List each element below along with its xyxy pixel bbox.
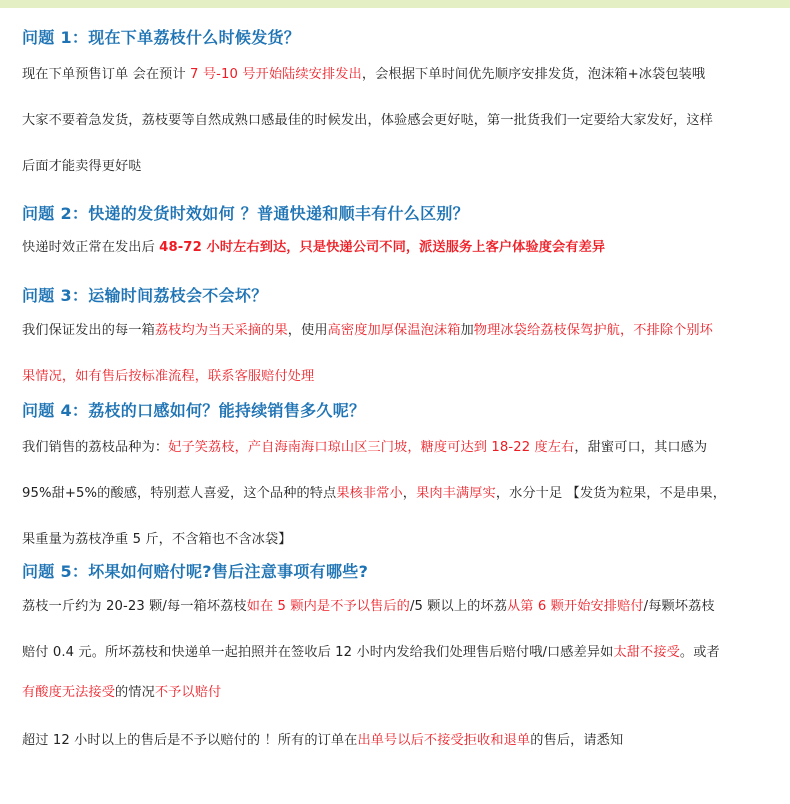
q3-highlight-fresh: 荔枝均为当天采摘的果 xyxy=(154,323,288,338)
q1-answer-line-1 xyxy=(22,52,778,98)
top-band xyxy=(0,0,790,8)
q4-text: 我们销售的荔枝品种为： xyxy=(22,440,169,455)
q5-text: 。或者 xyxy=(679,645,720,660)
q5-highlight-too-sweet: 太甜不接受 xyxy=(613,645,680,660)
q3-answer-line-1 xyxy=(22,308,778,354)
q5-text: /每颗坏荔枝 xyxy=(643,599,715,614)
q4-text: ，甜蜜可口，其口感为 xyxy=(574,440,708,455)
q1-text: ，会根据下单时间优先顺序安排发货，泡沫箱+冰袋包装哦 xyxy=(361,67,706,82)
q2-highlight-delivery: 48-72 小时左右到达，只是快递公司不同，派送服务上客户体验度会有差异 xyxy=(159,240,606,255)
q2-text: 快递时效正常在发出后 xyxy=(22,240,160,255)
q3-answer-line-2: 果情况，如有售后按标准流程，联系客服赔付处理 xyxy=(22,369,315,384)
q5-text: 的情况 xyxy=(115,685,155,700)
q2-answer-line-1 xyxy=(22,225,778,271)
question-1-title: 问题 1：现在下单荔枝什么时候发货？ xyxy=(22,28,301,47)
q5-highlight-sourness: 有酸度无法接受 xyxy=(22,685,116,700)
q4-answer-line-3: 果重量为荔枝净重 5 斤，不含箱也不含冰袋】 xyxy=(22,532,292,547)
q3-highlight-ice: 物理冰袋给荔枝保驾护航，不排除个别坏 xyxy=(473,323,713,338)
q1-text: 现在下单预售订单 会在预计 xyxy=(22,67,186,82)
q4-text: ，水分十足 【发货为粒果，不是串果， xyxy=(495,486,726,501)
q5-text: /5 颗以上的坏荔 xyxy=(409,599,507,614)
question-3-title: 问题 3：运输时间荔枝会不会坏？ xyxy=(22,286,268,305)
faq-document xyxy=(0,27,790,764)
q5-answer-line-2 xyxy=(22,630,778,676)
q4-text: ， xyxy=(402,486,417,501)
question-4-title: 问题 4：荔枝的口感如何？能持续销售多久呢？ xyxy=(22,401,366,420)
q1-answer-line-2: 大家不要着急发货，荔枝要等自然成熟口感最佳的时候发出，体验感会更好哒，第一批货我们一定要给大家发好，这样 xyxy=(22,113,713,128)
q5-highlight-no-reject: 出单号以后不接受拒收和退单 xyxy=(357,733,531,748)
q3-text: ，使用 xyxy=(287,323,328,338)
q5-highlight-no-compensation: 不予以赔付 xyxy=(154,685,222,700)
q1-answer-line-3: 后面才能卖得更好哒 xyxy=(22,159,142,174)
question-5-title: 问题 5：坏果如何赔付呢?售后注意事项有哪些? xyxy=(22,562,369,581)
q4-highlight-variety: 妃子笑荔枝，产自海南海口琼山区三门坡，糖度可达到 18-22 度左右 xyxy=(168,440,575,455)
q4-text: 95%甜+5%的酸感，特别惹人喜爱，这个品种的特点 xyxy=(22,486,337,501)
q5-text: 赔付 0.4 元。所坏荔枝和快递单一起拍照并在签收后 12 小时内发给我们处理售后赔付哦/口感差异如 xyxy=(22,645,614,660)
q5-text: 荔枝一斤约为 20-23 颗/每一箱坏荔枝 xyxy=(22,599,247,614)
q5-answer-line-1 xyxy=(22,584,778,630)
q5-answer-line-3 xyxy=(22,676,778,710)
q5-highlight-compensation: 从第 6 颗开始安排赔付 xyxy=(507,599,644,614)
q3-text: 加 xyxy=(460,323,474,338)
q4-highlight-seed: 果核非常小 xyxy=(336,486,403,501)
q4-answer-line-1 xyxy=(22,425,778,471)
q4-answer-line-2 xyxy=(22,471,778,517)
q5-answer-line-4 xyxy=(22,718,778,764)
q1-highlight-date: 7 号-10 号开始陆续安排发出 xyxy=(185,67,362,82)
q5-text: 的售后，请悉知 xyxy=(530,733,624,748)
q5-highlight-no-aftersale: 如在 5 颗内是不予以售后的 xyxy=(246,599,410,614)
question-2-title: 问题 2：快递的发货时效如何 ？普通快递和顺丰有什么区别？ xyxy=(22,204,469,223)
q3-text: 我们保证发出的每一箱 xyxy=(22,323,155,338)
q5-text: 超过 12 小时以上的售后是不予以赔付的 ！所有的订单在 xyxy=(22,733,358,748)
q4-highlight-flesh: 果肉丰满厚实 xyxy=(416,486,496,501)
q3-highlight-box: 高密度加厚保温泡沫箱 xyxy=(327,323,461,338)
